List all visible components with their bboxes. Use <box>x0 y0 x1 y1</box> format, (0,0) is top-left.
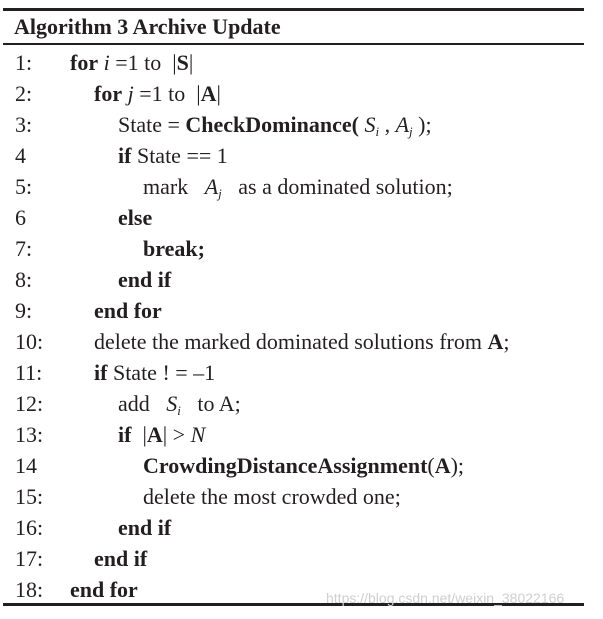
line-code <box>118 419 205 450</box>
algorithm-line <box>0 47 603 78</box>
keyword: end if <box>118 267 172 292</box>
line-code <box>118 264 171 295</box>
line-number: 13: <box>15 422 44 447</box>
code-text: ); <box>450 453 465 478</box>
algorithm-line <box>0 78 603 109</box>
line-code <box>70 574 138 605</box>
line-code <box>118 140 228 171</box>
line-number: 15: <box>15 484 44 509</box>
code-text: State = <box>118 112 186 137</box>
code-text: , <box>379 112 396 137</box>
algorithm-line <box>0 109 603 140</box>
line-number: 16: <box>15 515 44 540</box>
keyword: if <box>118 143 132 168</box>
code-text: ( <box>427 453 435 478</box>
line-code <box>118 388 241 419</box>
algorithm-line <box>0 233 603 264</box>
keyword: end for <box>94 298 162 323</box>
code-text: State == 1 <box>131 143 228 168</box>
keyword: end if <box>94 546 148 571</box>
math-symbol: S <box>166 391 178 416</box>
code-text: | <box>131 422 147 447</box>
math-symbol: A <box>204 174 219 199</box>
line-code <box>70 47 193 78</box>
keyword: A <box>487 329 504 354</box>
code-text: | > <box>162 422 191 447</box>
keyword: for <box>94 81 123 106</box>
keyword: for <box>70 50 99 75</box>
keyword: else <box>118 205 153 230</box>
algorithm-line <box>0 388 603 419</box>
code-text: =1 to | <box>133 81 201 106</box>
math-symbol: i <box>375 124 380 139</box>
keyword: CrowdingDistanceAssignment <box>143 453 428 478</box>
math-symbol: i <box>103 50 110 75</box>
keyword: end if <box>118 515 172 540</box>
algorithm-line <box>0 202 603 233</box>
math-symbol: j <box>127 81 134 106</box>
keyword: if <box>94 360 108 385</box>
code-text: State ! = –1 <box>107 360 216 385</box>
keyword: break; <box>143 236 205 261</box>
algorithm-line <box>0 450 603 481</box>
algorithm-line <box>0 264 603 295</box>
line-number: 6 <box>15 205 26 230</box>
code-text: delete the marked dominated solutions from <box>94 329 488 354</box>
math-symbol: A <box>395 112 410 137</box>
line-code <box>118 109 432 140</box>
line-code <box>143 481 401 512</box>
code-text: ; <box>503 329 510 354</box>
keyword: A <box>146 422 163 447</box>
line-code <box>143 450 464 481</box>
algorithm-line <box>0 419 603 450</box>
algorithm-line <box>0 295 603 326</box>
line-number: 12: <box>15 391 44 416</box>
line-number: 9: <box>15 298 33 323</box>
algorithm-line <box>0 543 603 574</box>
line-number: 14 <box>15 453 37 478</box>
math-symbol: i <box>177 403 181 418</box>
line-code <box>143 171 453 202</box>
line-number: 4 <box>15 143 26 168</box>
title-rule <box>3 43 584 45</box>
code-text: | <box>216 81 221 106</box>
top-rule <box>3 8 584 11</box>
math-symbol: N <box>190 422 206 447</box>
line-number: 10: <box>15 329 44 354</box>
algorithm-title: Algorithm 3 Archive Update <box>14 14 281 39</box>
algorithm-line <box>0 481 603 512</box>
algorithm-line <box>0 357 603 388</box>
algorithm-line <box>0 512 603 543</box>
math-symbol: S <box>364 112 376 137</box>
code-text: | <box>188 50 194 75</box>
code-text: delete the most crowded one; <box>143 484 401 509</box>
line-code <box>94 326 509 357</box>
code-text: add <box>118 391 167 416</box>
line-number: 11: <box>15 360 43 385</box>
line-code <box>143 233 205 264</box>
math-symbol: j <box>218 186 222 201</box>
algorithm-line <box>0 171 603 202</box>
line-code <box>94 78 221 109</box>
keyword: end for <box>70 577 138 602</box>
keyword: if <box>118 422 132 447</box>
algorithm-line <box>0 326 603 357</box>
code-text: as a dominated solution; <box>221 174 453 199</box>
line-number: 18: <box>15 577 44 602</box>
algorithm-line <box>0 140 603 171</box>
code-text: =1 to | <box>109 50 177 75</box>
line-code <box>118 202 152 233</box>
keyword: S <box>176 50 189 75</box>
code-text: mark <box>143 174 205 199</box>
line-number: 8: <box>15 267 33 292</box>
line-number: 17: <box>15 546 44 571</box>
watermark: https://blog.csdn.net/weixin_38022166 <box>326 590 565 606</box>
line-code <box>94 295 162 326</box>
line-code <box>94 543 147 574</box>
keyword: CheckDominance( <box>185 112 359 137</box>
line-number: 1: <box>15 50 33 75</box>
code-text: to A; <box>180 391 241 416</box>
line-number: 7: <box>15 236 33 261</box>
line-number: 2: <box>15 81 33 106</box>
line-code <box>94 357 215 388</box>
line-number: 3: <box>15 112 33 137</box>
code-text: ); <box>412 112 432 137</box>
line-code <box>118 512 171 543</box>
keyword: A <box>434 453 451 478</box>
line-number: 5: <box>15 174 33 199</box>
keyword: A <box>200 81 217 106</box>
math-symbol: j <box>409 124 413 139</box>
